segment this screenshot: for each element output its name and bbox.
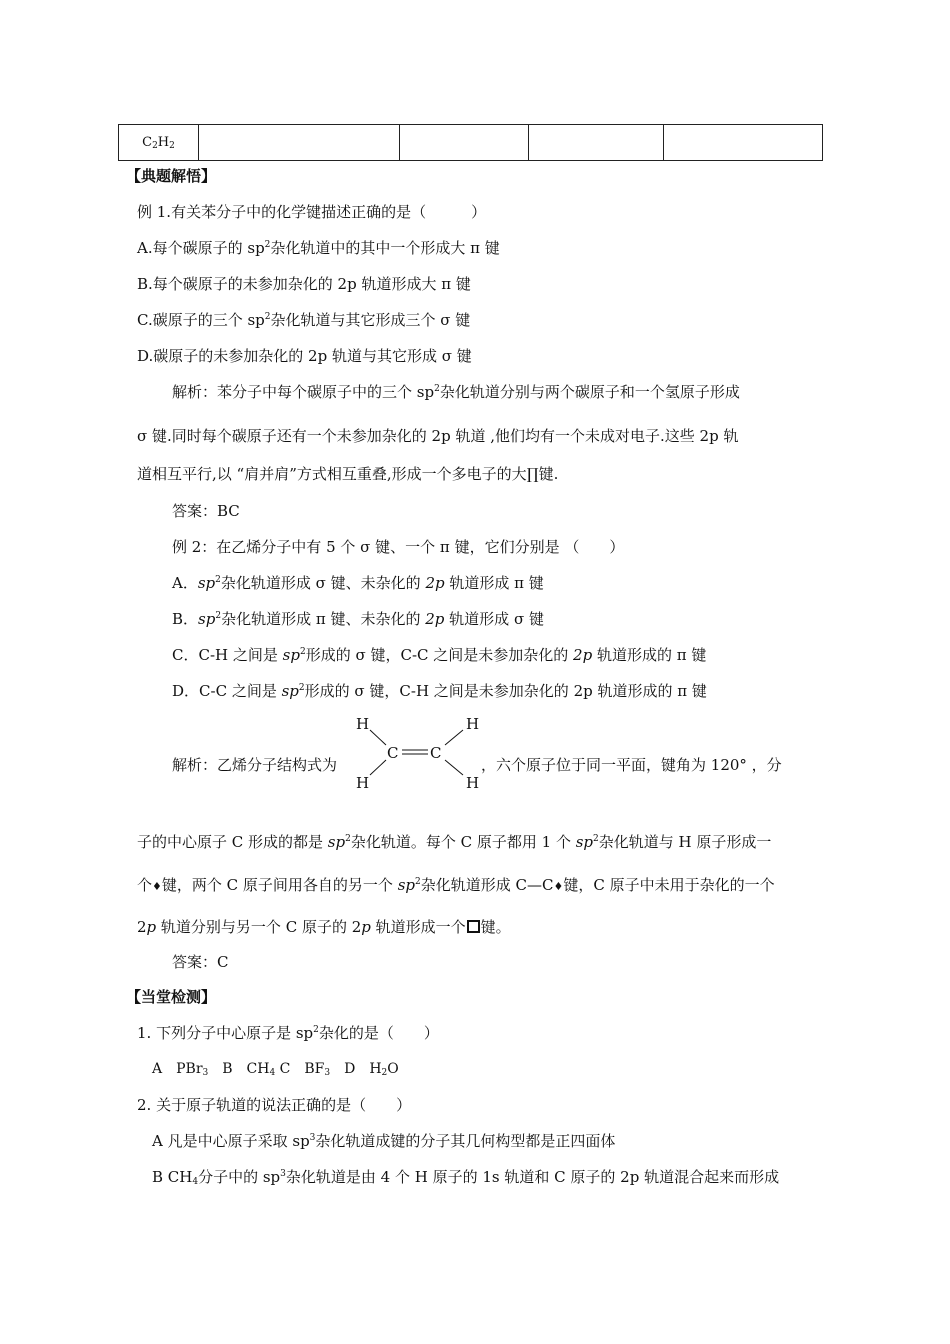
table-cell-formula: $C_2H_2$ (119, 125, 199, 161)
atom-h-bottom-left: H (356, 774, 370, 792)
example2-analysis-prefix: 解析：乙烯分子结构式为 (172, 756, 338, 774)
example2-question: 例 2：在乙烯分子中有 5 个 σ 键、一个 π 键，它们分别是 （ ） (172, 538, 625, 556)
example2-answer: 答案：C (172, 953, 229, 971)
example1-option-c: C.碳原子的三个 $sp^2$杂化轨道与其它形成三个 σ 键 (137, 311, 471, 329)
sigma-glyph: ♦ (152, 880, 162, 893)
question2-option-b: B $CH_4$分子中的 $sp^3$杂化轨道是由 4 个 H 原子的 1s 轨道和 C 原子的 2p 轨道混合起来而形成 (152, 1168, 780, 1187)
ethylene-structure-diagram (350, 712, 490, 794)
atom-h-bottom-right: H (466, 774, 480, 792)
section-heading-examples: 【典题解悟】 (126, 167, 217, 185)
table-cell (400, 125, 529, 161)
atom-h-top-right: H (466, 715, 480, 733)
example1-answer: 答案：BC (172, 502, 240, 520)
hybridization-table (118, 124, 823, 161)
table-cell (199, 125, 400, 161)
example2-option-d: D．C-C 之间是 $sp^2$形成的 σ 键，C-H 之间是未参加杂化的 2p 轨道形成的 π 键 (172, 682, 707, 700)
example2-analysis-line4: 2p 轨道分别与另一个 C 原子的 2p 轨道形成一个 键。 (137, 918, 511, 936)
atom-c-right: C (430, 744, 442, 762)
table-cell (664, 125, 823, 161)
example1-analysis-line1: 解析：苯分子中每个碳原子中的三个 $sp^2$杂化轨道分别与两个碳原子和一个氢原子形成 (172, 383, 740, 401)
pi-box-glyph (467, 920, 480, 933)
example1-option-d: D.碳原子的未参加杂化的 2p 轨道与其它形成 σ 键 (137, 347, 472, 365)
example2-analysis-line3: 个♦键，两个 C 原子间用各自的另一个 $sp^2$杂化轨道形成 C—C♦键，C 原子中未用于杂化的一个 (137, 876, 775, 894)
example2-option-c: C．C-H 之间是 $sp^2$形成的 σ 键，C-C 之间是未参加杂化的 2p 轨道形成的 π 键 (172, 646, 707, 664)
question1: 1. 下列分子中心原子是 $sp^2$杂化的是（ ） (137, 1024, 439, 1042)
example1-question: 例 1.有关苯分子中的化学键描述正确的是（ ） (137, 203, 487, 221)
example1-option-b: B.每个碳原子的未参加杂化的 2p 轨道形成大 π 键 (137, 275, 471, 293)
question1-options: A PBr$_3$ B $CH_4$ C $BF_3$ D $H_2O$ (152, 1061, 399, 1078)
sigma-glyph: ♦ (553, 880, 564, 893)
atom-c-left: C (387, 744, 399, 762)
example2-analysis-line2: 子的中心原子 C 形成的都是 $sp^2$杂化轨道。每个 C 原子都用 1 个 $sp^2$杂化轨道与 H 原子形成一 (137, 833, 772, 851)
table-row (119, 125, 823, 161)
example2-option-a: A．$sp^2$杂化轨道形成 σ 键、未杂化的 2p 轨道形成 π 键 (172, 574, 544, 592)
section-heading-check: 【当堂检测】 (126, 988, 217, 1006)
example1-analysis-line2: σ 键.同时每个碳原子还有一个未参加杂化的 2p 轨道 ,他们均有一个未成对电子.这些 2p 轨 (137, 427, 739, 445)
question2-option-a: A 凡是中心原子采取 $sp^3$杂化轨道成键的分子其几何构型都是正四面体 (152, 1132, 616, 1150)
table-cell (529, 125, 664, 161)
example1-option-a: A.每个碳原子的 $sp^2$杂化轨道中的其中一个形成大 π 键 (137, 239, 500, 257)
example2-option-b: B．$sp^2$杂化轨道形成 π 键、未杂化的 2p 轨道形成 σ 键 (172, 610, 544, 628)
atom-h-top-left: H (356, 715, 370, 733)
example1-analysis-line3: 道相互平行,以 “肩并肩”方式相互重叠,形成一个多电子的大∏键. (137, 465, 559, 483)
question2: 2. 关于原子轨道的说法正确的是（ ） (137, 1096, 412, 1114)
example2-analysis-suffix: ，六个原子位于同一平面，键角为 120° ，分 (481, 756, 782, 774)
